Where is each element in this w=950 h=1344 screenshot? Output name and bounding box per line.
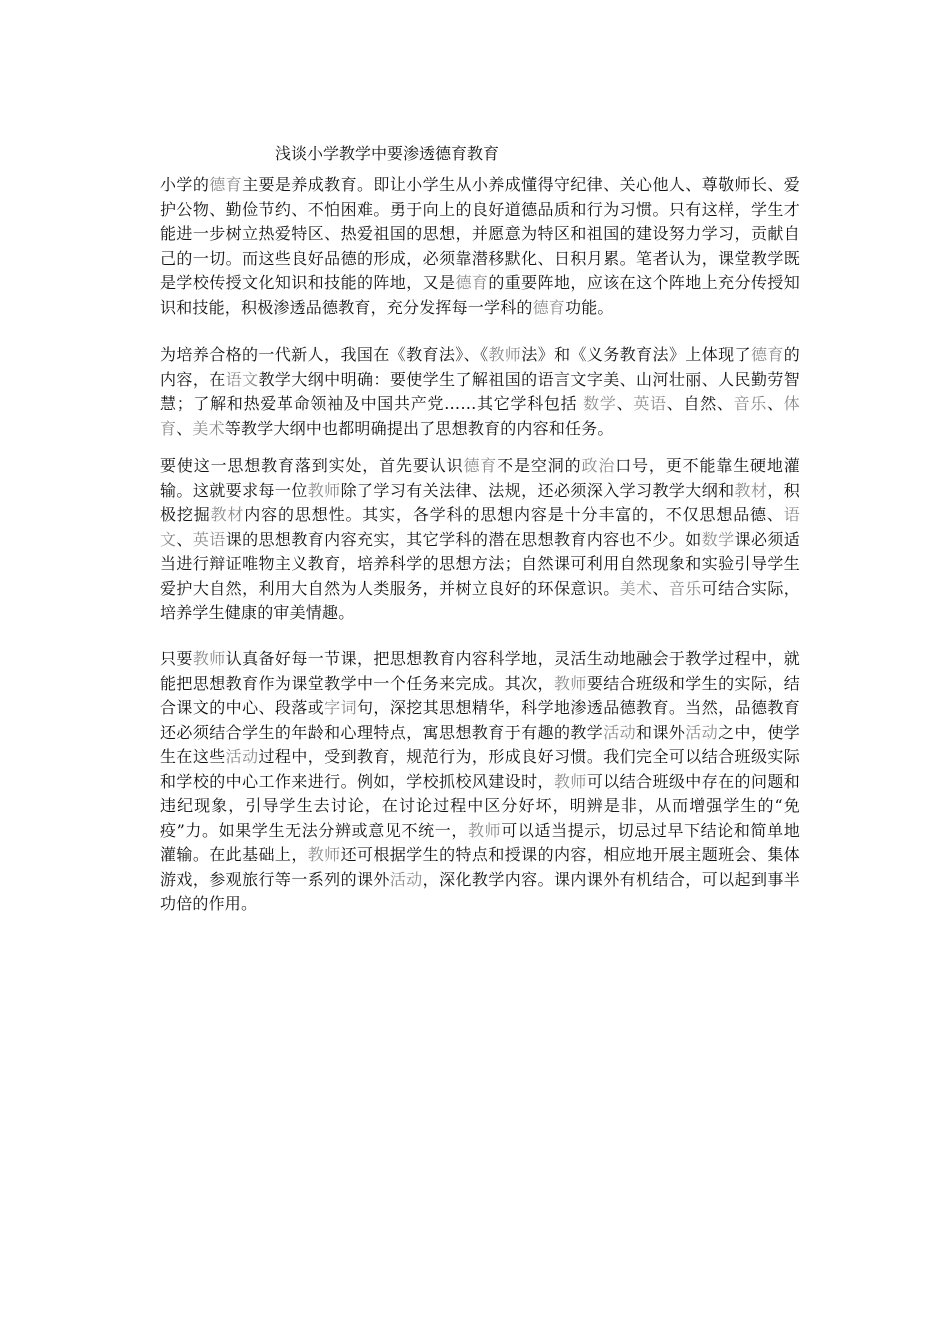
keyword-link[interactable]: 德育 (750, 345, 784, 364)
paragraph-text: 、 (176, 529, 193, 549)
keyword-link[interactable]: 英语 (192, 529, 226, 549)
paragraph-1 (160, 173, 800, 320)
keyword-link[interactable]: 教师 (553, 673, 587, 693)
paragraph-text: 句，深挖其思想精华，科学地渗透品德教育。当然，品德教育还必须结合学生的年龄和心理特点，寓思想教育于有趣的教学 (160, 698, 800, 742)
keyword-link[interactable]: 教师 (467, 820, 502, 840)
keyword-link[interactable]: 英语 (633, 394, 667, 413)
paragraph-text: 口号，更不能靠生硬地灌输。这就要求每一位 (160, 456, 800, 500)
document-title: 浅谈小学教学中要渗透德育教育 (275, 144, 500, 163)
paragraph-text: 还可根据学生的特点和授课的内容，相应地开展主题班会、集体游戏，参观旅行等一系列的课外 (160, 845, 801, 889)
paragraph-text: 内容的思想性。其实，各学科的思想内容是十分丰富的，不仅思想品德、 (244, 505, 784, 524)
paragraph-text: 只要 (160, 649, 193, 668)
paragraph-4 (160, 647, 800, 917)
keyword-link[interactable]: 教材 (734, 480, 768, 500)
paragraph-text: 之中，使学生在这些 (160, 722, 800, 766)
paragraph-text: 功能。 (565, 297, 614, 317)
keyword-link[interactable]: 音乐 (733, 394, 768, 413)
paragraph-text: 除了学习有关法律、法规，还必须深入学习教学大纲和 (340, 480, 735, 500)
paragraph-text: 课的思想教育内容充实，其它学科的潜在思想教育内容也不少。如 (225, 529, 702, 549)
keyword-link[interactable]: 美术 (192, 418, 225, 438)
paragraph-text: 不是空洞的 (497, 456, 582, 475)
paragraph-text: 要结合班级和学生的实际，结合课文的中心、段落或 (160, 673, 800, 717)
keyword-link[interactable]: 语文 (160, 505, 800, 549)
keyword-link[interactable]: 活动 (603, 722, 637, 742)
paragraph-text: 认真备好每一节课，把思想教育内容科学地，灵活生动地融会于教学过程中，就能把思想教育作为课堂教学中一个任务来完成。其次， (160, 649, 801, 693)
keyword-link[interactable]: 数学 (701, 529, 735, 549)
keyword-link[interactable]: 教师 (192, 649, 226, 668)
paragraph-text: 为培养合格的一代新人，我国在《教育法》、《 (160, 345, 489, 364)
keyword-link[interactable]: 政治 (581, 456, 616, 475)
paragraph-text: 教学大纲中明确：要使学生了解祖国的语言文字美、山河壮丽、人民勤劳智慧；了解和热爱革命领袖及中国共产党……其它学科包括 (160, 369, 800, 413)
keyword-link[interactable]: 数学 (583, 394, 617, 413)
keyword-link[interactable]: 活动 (225, 747, 259, 766)
paragraph-text: 、 (176, 418, 193, 438)
paragraph-text: 、 (652, 578, 669, 598)
paragraph-text: 可以结合班级中存在的问题和违纪现象，引导学生去讨论，在讨论过程中区分好坏，明辨是非，从而增强学生的“免疫”力。如果学生无法分辨或意见不统一， (160, 771, 800, 840)
keyword-link[interactable]: 教材 (210, 505, 245, 524)
keyword-link[interactable]: 音乐 (668, 578, 702, 598)
paragraph-text: 主要是养成教育。即让小学生从小养成懂得守纪律、关心他人、尊敬师长、爱护公物、勤俭节约、不怕困难。勇于向上的良好道德品质和行为习惯。只有这样，学生才能进一步树立热爱特区、热爱祖国的思想，并愿意为特区和祖国的建设努力学习，贡献自己的一切。而这些良好品德的形成，必须靠潜移默化、日积月累。笔者认为，课堂教学既是学校传授文化知识和技能的阵地，又是 (160, 175, 800, 292)
keyword-link[interactable]: 教师 (488, 345, 522, 364)
paragraph-text: ，深化教学内容。课内课外有机结合，可以起到事半功倍的作用。 (160, 869, 800, 913)
keyword-link[interactable]: 教师 (307, 480, 341, 500)
paragraph-text: 、 (767, 394, 784, 413)
keyword-link[interactable]: 德育 (463, 456, 498, 475)
paragraph-text: 和课外 (636, 722, 686, 742)
keyword-link[interactable]: 德育 (209, 175, 243, 194)
paragraph-text: 、 (616, 394, 634, 413)
keyword-link[interactable]: 体育 (160, 394, 800, 438)
paragraph-text: 要使这一思想教育落到实处，首先要认识 (160, 456, 464, 475)
paragraph-text: 法》和《义务教育法》上体现了 (521, 345, 751, 364)
keyword-link[interactable]: 字词 (324, 698, 357, 717)
paragraph-text: 可结合实际，培养学生健康的审美情趣。 (160, 578, 801, 622)
keyword-link[interactable]: 活动 (389, 869, 423, 889)
paragraph-text: 过程中，受到教育，规范行为，形成良好习惯。我们完全可以结合班级实际和学校的中心工作来进行。例如，学校抓校风建设时， (160, 747, 800, 791)
keyword-link[interactable]: 语文 (225, 369, 259, 389)
paragraph-text: 等教学大纲中也都明确提出了思想教育的内容和任务。 (224, 418, 614, 438)
keyword-link[interactable]: 美术 (619, 578, 653, 598)
keyword-link[interactable]: 德育 (532, 297, 566, 317)
paragraph-text: 可以适当提示，切忌过早下结论和简单地灌输。在此基础上， (160, 820, 800, 864)
paragraph-text: 小学的 (160, 175, 210, 194)
paragraph-text: 的重要阵地，应该在这个阵地上充分传授知识和技能，积极渗透品德教育，充分发挥每一学科的 (160, 273, 800, 317)
paragraph-text: 、自然、 (666, 394, 734, 413)
paragraph-text: 课必须适当进行辩证唯物主义教育，培养科学的思想方法；自然课可利用自然现象和实验引导学生爱护大自然，利用大自然为人类服务，并树立良好的环保意识。 (160, 529, 801, 598)
paragraph-2 (160, 343, 800, 441)
paragraph-text: 的内容，在 (160, 345, 800, 389)
keyword-link[interactable]: 教师 (553, 771, 587, 791)
keyword-link[interactable]: 活动 (685, 722, 719, 742)
keyword-link[interactable]: 教师 (307, 845, 341, 864)
keyword-link[interactable]: 德育 (455, 273, 489, 292)
paragraph-text: ，积极挖掘 (160, 480, 800, 524)
paragraph-3 (160, 454, 800, 626)
